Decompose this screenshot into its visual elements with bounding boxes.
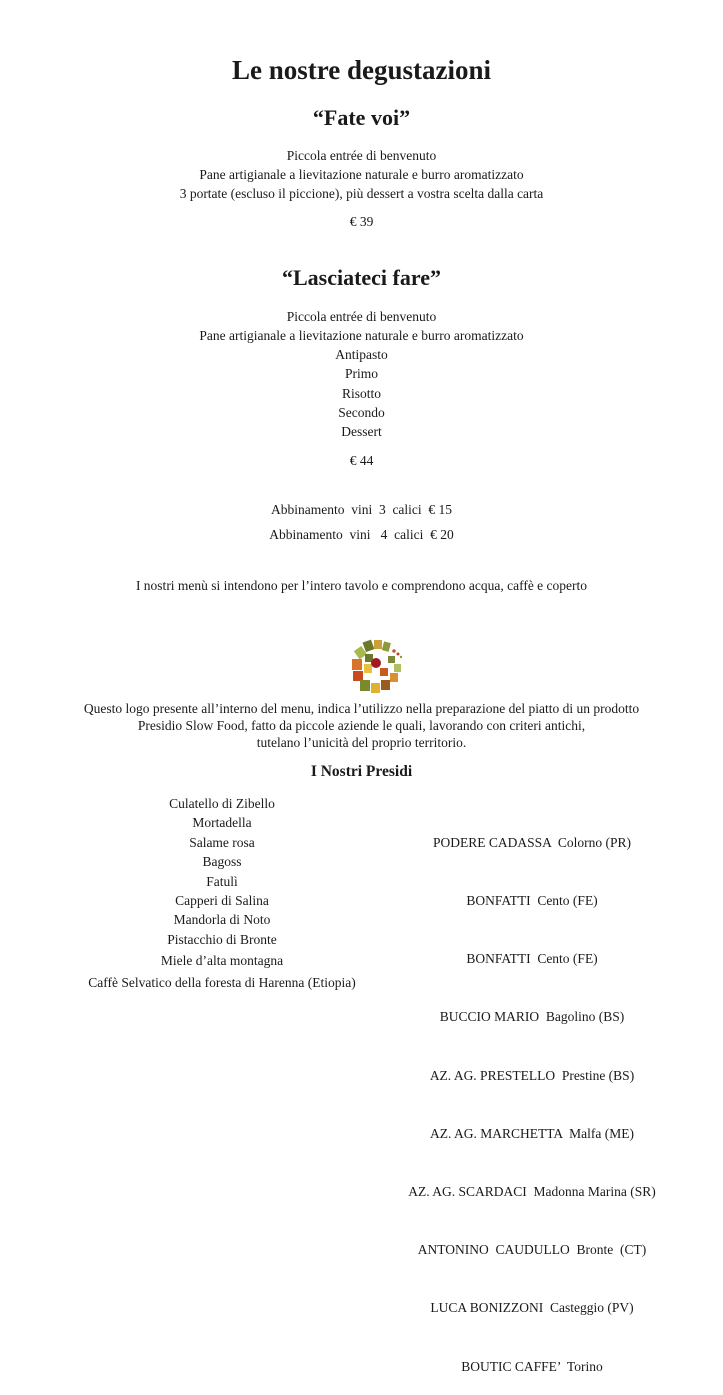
menu-line: Pane artigianale a lievitazione naturale e burro aromatizzato xyxy=(199,328,524,343)
menu-line: Secondo xyxy=(338,405,385,420)
menu-price: € 44 xyxy=(349,453,374,468)
product-item: Pistacchio di Bronte xyxy=(167,931,277,947)
producer-item: LUCA BONIZZONI Casteggio (PV) xyxy=(430,1300,634,1316)
menu-line: Risotto xyxy=(341,386,381,401)
menu-note: I nostri menù si intendono per l’intero tavolo e comprendono acqua, caffè e coperto xyxy=(135,578,588,593)
menu-line: Pane artigianale a lievitazione naturale e burro aromatizzato xyxy=(199,167,524,182)
menu-fate-voi-title: “Fate voi” xyxy=(312,105,411,130)
presidi-title: I Nostri Presidi xyxy=(310,763,413,780)
product-item: Fatulì xyxy=(206,873,238,889)
producer-item: ANTONINO CAUDULLO Bronte (CT) xyxy=(417,1242,647,1258)
product-item: Culatello di Zibello xyxy=(169,796,275,811)
producer-item: BOUTIC CAFFE’ Torino xyxy=(461,1358,603,1374)
wine-pairing: Abbinamento vini 3 calici € 15 xyxy=(270,502,453,517)
product-item: Bagoss xyxy=(202,854,242,870)
producer-item: AZ. AG. MARCHETTA Malfa (ME) xyxy=(429,1125,635,1141)
menu-line: Antipasto xyxy=(335,347,388,362)
logo-description-line: tutelano l’unicità del proprio territorio. xyxy=(256,735,467,750)
menu-line: Primo xyxy=(344,366,378,381)
producer-item: BONFATTI Cento (FE) xyxy=(466,893,598,909)
producer-item: AZ. AG. PRESTELLO Prestine (BS) xyxy=(429,1067,635,1083)
producer-item: BUCCIO MARIO Bagolino (BS) xyxy=(439,1009,625,1025)
producer-item: BONFATTI Cento (FE) xyxy=(466,951,598,967)
producer-item: PODERE CADASSA Colorno (PR) xyxy=(432,834,632,850)
menu-price: € 39 xyxy=(349,214,374,229)
menu-line: Dessert xyxy=(341,424,382,439)
menu-line: Piccola entrée di benvenuto xyxy=(286,148,437,163)
slow-food-presidio-logo xyxy=(350,638,406,694)
product-item: Mortadella xyxy=(192,815,252,831)
page-title: Le nostre degustazioni xyxy=(231,55,491,85)
menu-line: 3 portate (escluso il piccione), più dessert a vostra scelta dalla carta xyxy=(179,186,544,201)
logo-description-line: Presidio Slow Food, fatto da piccole aziende le quali, lavorando con criteri antichi, xyxy=(137,718,586,733)
product-item: Mandorla di Noto xyxy=(173,912,271,928)
menu-lasciateci-fare-title: “Lasciateci fare” xyxy=(281,265,442,290)
producer-item: AZ. AG. SCARDACI Madonna Marina (SR) xyxy=(408,1184,656,1200)
presidi-producers-list xyxy=(382,794,682,1395)
product-item: Miele d’alta montagna xyxy=(160,953,284,969)
wine-pairing: Abbinamento vini 4 calici € 20 xyxy=(269,527,454,542)
product-item: Capperi di Salina xyxy=(175,892,269,908)
presidi-products-list xyxy=(72,794,372,992)
product-item: Caffè Selvatico della foresta di Harenna (Etiopia) xyxy=(88,974,356,990)
logo-description-line: Questo logo presente all’interno del menu, indica l’utilizzo nella preparazione del piatto di un prodotto xyxy=(83,701,640,716)
menu-line: Piccola entrée di benvenuto xyxy=(286,309,437,324)
product-item: Salame rosa xyxy=(189,834,255,850)
